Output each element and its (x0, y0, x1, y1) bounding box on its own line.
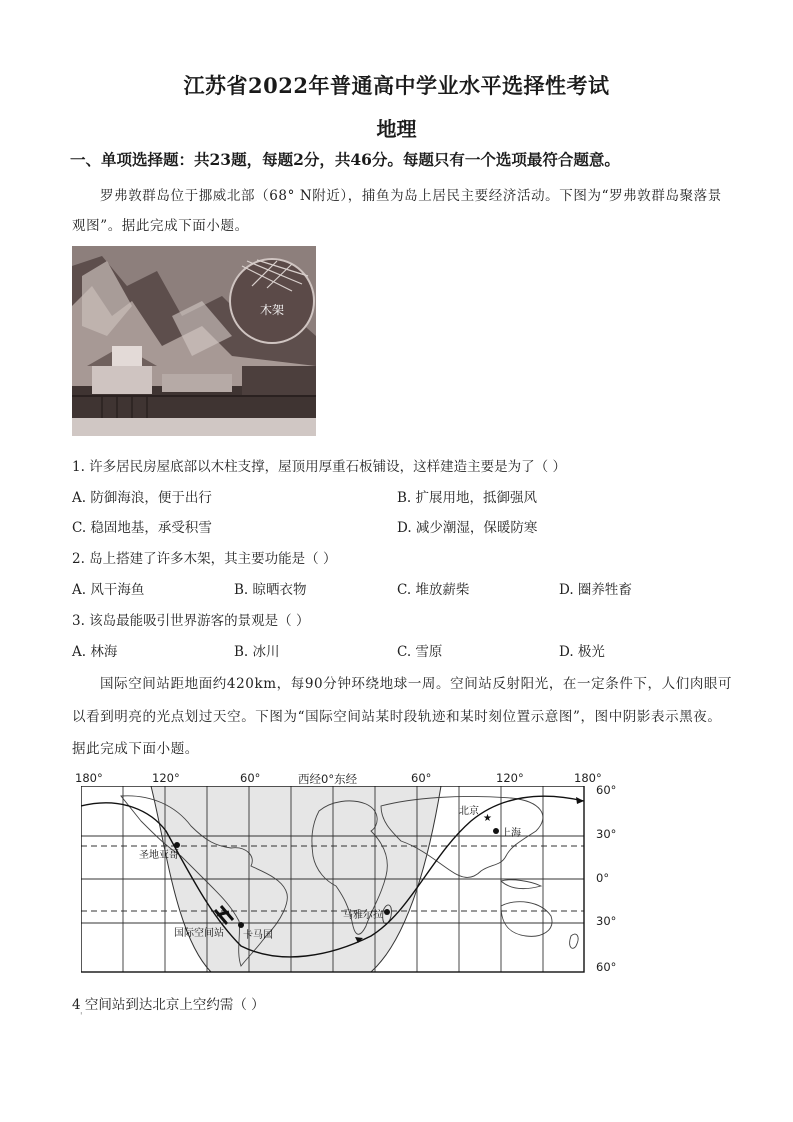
madagascar-marker (384, 909, 390, 915)
label-santiago: 圣地亚哥 (139, 850, 179, 861)
question-1-stem: 1. 许多居民房屋底部以木柱支撑，屋顶用厚重石板铺设，这样建造主要是为了（ ） (72, 459, 566, 475)
q2-option-a[interactable]: A. 风干海鱼 (72, 582, 145, 598)
axis-right-equator: 0° (596, 871, 610, 885)
axis-top-prime-meridian: 西经0°东经 (298, 772, 358, 786)
photo-label-wooden-rack: 木架 (260, 303, 285, 317)
lofoten-settlement-photo (72, 246, 316, 436)
passage1-line2: 观图”。据此完成下面小题。 (72, 218, 249, 234)
passage2-line2: 以看到明亮的光点划过天空。下图为“国际空间站某时段轨迹和某时刻位置示意图”，图中阴影表示黑夜。 (72, 709, 722, 725)
q1-option-b[interactable]: B. 扩展用地，抵御强风 (397, 490, 538, 506)
shanghai-marker (493, 828, 499, 834)
axis-top-60w: 60° (240, 771, 261, 785)
label-iss: 国际空间站 (174, 928, 224, 939)
passage2-line1: 国际空间站距地面约420km，每90分钟环绕地球一周。空间站反射阳光，在一定条件下，人们肉眼可 (100, 676, 733, 692)
question-4-stem: 4 空间站到达北京上空约需（ ） (72, 997, 265, 1013)
passage2-line3: 据此完成下面小题。 (72, 741, 199, 757)
q1-option-d[interactable]: D. 减少潮湿，保暖防寒 (397, 520, 538, 536)
exam-title: 江苏省2022年普通高中学业水平选择性考试 (183, 73, 610, 98)
axis-top-120w: 120° (152, 771, 180, 785)
axis-right-60s: 60° (596, 960, 617, 974)
label-shanghai: 上海 (501, 828, 521, 839)
q1-option-a[interactable]: A. 防御海浪，便于出行 (72, 490, 212, 506)
question-3-stem: 3. 该岛最能吸引世界游客的景观是（ ） (72, 613, 310, 629)
axis-top-180e: 180° (574, 771, 602, 785)
axis-right-30s: 30° (596, 914, 617, 928)
iss-orbit-map (60, 765, 620, 980)
label-third-city: 卡马国 (243, 930, 273, 941)
question-2-stem: 2. 岛上搭建了许多木架，其主要功能是（ ） (72, 551, 337, 567)
third-city-marker (238, 922, 244, 928)
axis-top-60e: 60° (411, 771, 432, 785)
passage1-line1: 罗弗敦群岛位于挪威北部（68° N附近），捕鱼为岛上居民主要经济活动。下图为“罗弗敦群岛聚落景 (100, 188, 722, 204)
q3-option-d[interactable]: D. 极光 (559, 644, 605, 660)
subject-title: 地理 (376, 117, 417, 141)
q3-option-b[interactable]: B. 冰川 (234, 644, 280, 660)
q2-option-b[interactable]: B. 晾晒衣物 (234, 582, 307, 598)
q2-option-c[interactable]: C. 堆放薪柴 (397, 582, 470, 598)
santiago-marker (174, 842, 180, 848)
label-madagascar: 马雅尔拉 (343, 910, 383, 921)
label-beijing: 北京 (459, 806, 479, 817)
q3-option-a[interactable]: A. 林海 (72, 644, 118, 660)
stray-mark: ' (80, 1012, 83, 1022)
beijing-star-icon: ★ (483, 813, 492, 824)
axis-top-120e: 120° (496, 771, 524, 785)
q1-option-c[interactable]: C. 稳固地基，承受积雪 (72, 520, 212, 536)
q3-option-c[interactable]: C. 雪原 (397, 644, 443, 660)
axis-right-30n: 30° (596, 827, 617, 841)
section-heading: 一、单项选择题：共23题，每题2分，共46分。每题只有一个选项最符合题意。 (70, 150, 620, 169)
q2-option-d[interactable]: D. 圈养牲畜 (559, 582, 632, 598)
axis-top-180w: 180° (75, 771, 103, 785)
axis-right-60n: 60° (596, 783, 617, 797)
